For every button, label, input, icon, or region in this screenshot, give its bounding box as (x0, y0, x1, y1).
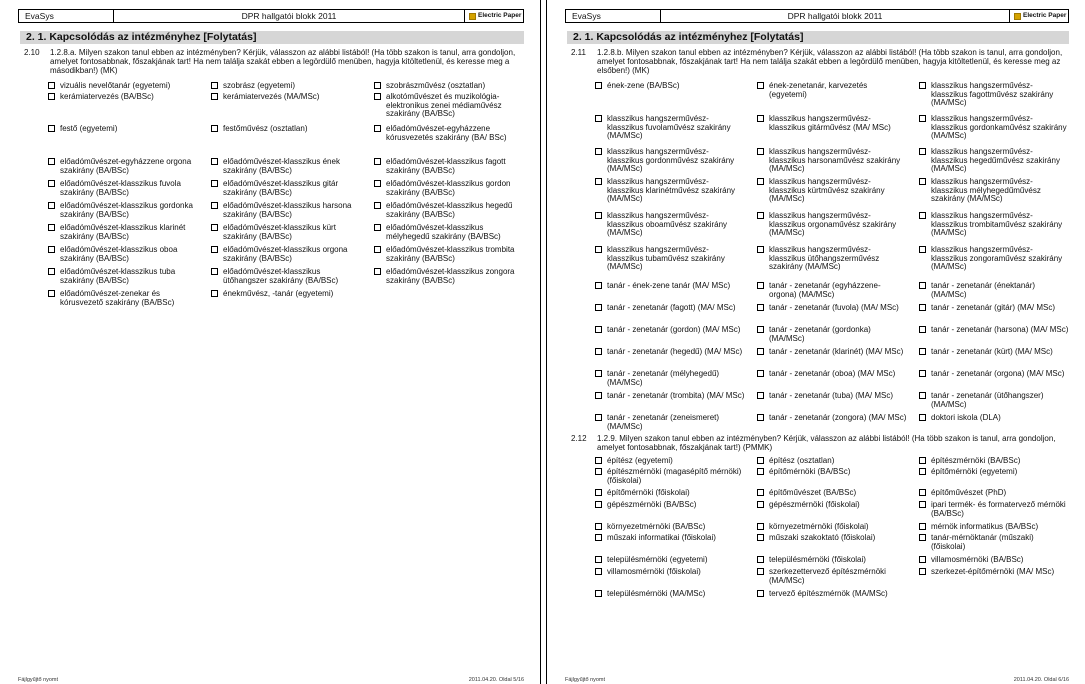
question-text: 1.2.9. Milyen szakon tanul ebben az intézményben? Kérjük, válasszon az alábbi listából! (Ha több szakon is tanul, arra gondoljon, amelyet fontosabbnak, főszakjának tart!) (PMMK) (597, 434, 1056, 452)
option-checkbox[interactable] (595, 523, 602, 530)
option-checkbox[interactable] (211, 82, 218, 89)
option-checkbox[interactable] (595, 82, 602, 89)
page-header (565, 9, 1069, 23)
option-label: villamosmérnöki (főiskolai) (607, 567, 701, 576)
option-label: előadóművészet-klasszikus zongora szakirány (BA/BSc) (386, 267, 515, 285)
option-label: tanár - zenetanár (fagott) (MA/ MSc) (607, 303, 736, 312)
option-label: építőmérnöki (BA/BSc) (769, 467, 851, 476)
question-text: 1.2.8.a. Milyen szakon tanul ebben az intézményben? Kérjük, válasszon az alábbi listából! (Ha több szakon is tanul, arra gondoljon, amelyet fontosabbnak, főszakjának tart! Ha nem találja szakát ebben a legördülő menüben, hagyja kitöltetlenül, és keresse meg a másodikban!) (MK) (50, 48, 516, 75)
option-label: ének-zene (BA/BSc) (607, 81, 680, 90)
option-checkbox[interactable] (48, 180, 55, 187)
option-label: klasszikus hangszerművész- klasszikus tubaművész szakirány (MA/MSc) (607, 245, 725, 271)
option-label: építőmérnöki (főiskolai) (607, 488, 690, 497)
option-label: előadóművészet-klasszikus oboa szakirány (BA/BSc) (60, 245, 178, 263)
option-label: vizuális nevelőtanár (egyetemi) (60, 81, 171, 90)
option-checkbox[interactable] (919, 82, 926, 89)
option-label: klasszikus hangszerművész- klasszikus mélyhegedűművész szakirány (MA/MSc) (931, 177, 1041, 203)
option-label: építőmérnöki (egyetemi) (931, 467, 1018, 476)
option-checkbox[interactable] (757, 148, 764, 155)
option-checkbox[interactable] (757, 326, 764, 333)
option-checkbox[interactable] (757, 178, 764, 185)
option-label: környezetmérnöki (BA/BSc) (607, 522, 706, 531)
option-checkbox[interactable] (211, 158, 218, 165)
option-label: tanár - zenetanár (oboa) (MA/ MSc) (769, 369, 896, 378)
option-checkbox[interactable] (757, 489, 764, 496)
option-label: klasszikus hangszerművész- klasszikus gordonművész szakirány (MA/MSc) (607, 147, 735, 173)
electric-paper-logo-icon (1014, 13, 1021, 20)
option-checkbox[interactable] (595, 348, 602, 355)
option-label: kerámiatervezés (MA/MSc) (223, 92, 320, 101)
option-checkbox[interactable] (374, 93, 381, 100)
option-label: előadóművészet-klasszikus fagott szakirány (BA/BSc) (386, 157, 506, 175)
option-checkbox[interactable] (595, 148, 602, 155)
option-checkbox[interactable] (211, 268, 218, 275)
option-checkbox[interactable] (919, 501, 926, 508)
question-number: 2.11 (571, 48, 586, 57)
option-label: tanár - zenetanár (tuba) (MA/ MSc) (769, 391, 894, 400)
option-label: településmérnöki (MA/MSc) (607, 589, 706, 598)
option-checkbox[interactable] (919, 489, 926, 496)
option-label: előadóművészet-klasszikus ütőhangszer szakirány (BA/BSc) (223, 267, 339, 285)
option-checkbox[interactable] (595, 212, 602, 219)
option-checkbox[interactable] (595, 556, 602, 563)
option-label: tanár - zenetanár (orgona) (MA/ MSc) (931, 369, 1065, 378)
option-label: előadóművészet-klasszikus klarinét szakirány (BA/BSc) (60, 223, 186, 241)
option-label: építészmérnöki (BA/BSc) (931, 456, 1021, 465)
option-label: ipari termék- és formatervező mérnöki (BA/BSc) (931, 500, 1066, 518)
section-title: 2. 1. Kapcsolódás az intézményhez [Folytatás] (20, 31, 524, 44)
app-name: EvaSys (566, 10, 661, 22)
option-checkbox[interactable] (211, 202, 218, 209)
electric-paper-logo-icon (469, 13, 476, 20)
question-2-10 (24, 48, 522, 75)
option-label: tanár - zenetanár (klarinét) (MA/ MSc) (769, 347, 904, 356)
question-number: 2.10 (24, 48, 40, 57)
option-label: előadóművészet-klasszikus hegedű szakirány (BA/BSc) (386, 201, 513, 219)
option-label: környezetmérnöki (főiskolai) (769, 522, 869, 531)
option-checkbox[interactable] (757, 348, 764, 355)
option-label: építész (osztatlan) (769, 456, 835, 465)
option-label: ének-zenetanár, karvezetés (egyetemi) (769, 81, 868, 99)
option-checkbox[interactable] (48, 268, 55, 275)
option-checkbox[interactable] (757, 212, 764, 219)
option-checkbox[interactable] (919, 212, 926, 219)
option-label: alkotóművészet és muzikológia- elektronikus zenei médiaművész szakirány (BA/BSc) (386, 92, 502, 118)
option-checkbox[interactable] (595, 457, 602, 464)
option-label: szobrász (egyetemi) (223, 81, 296, 90)
option-label: tanár - zenetanár (zongora) (MA/ MSc) (769, 413, 907, 422)
question-number: 2.12 (571, 434, 587, 443)
option-checkbox[interactable] (757, 370, 764, 377)
option-checkbox[interactable] (757, 534, 764, 541)
option-label: gépészmérnöki (BA/BSc) (607, 500, 697, 509)
option-label: klasszikus hangszerművész- klasszikus trombitaművész szakirány (MA/MSc) (931, 211, 1063, 237)
option-checkbox[interactable] (919, 556, 926, 563)
option-label: építészmérnöki (magasépítő mérnöki) (főiskolai) (607, 467, 742, 485)
option-checkbox[interactable] (919, 457, 926, 464)
option-label: előadóművészet-zenekar és kórusvezető szakirány (BA/BSc) (60, 289, 175, 307)
option-label: klasszikus hangszerművész- klasszikus gordonkaművész szakirány (MA/MSc) (931, 114, 1067, 140)
option-label: tanár - ének-zene tanár (MA/ MSc) (607, 281, 731, 290)
option-label: klasszikus hangszerművész- klasszikus fuvolaművész szakirány (MA/MSc) (607, 114, 731, 140)
option-label: előadóművészet-klasszikus orgona szakirány (BA/BSc) (223, 245, 348, 263)
option-label: előadóművészet-klasszikus gordon szakirány (BA/BSc) (386, 179, 511, 197)
app-name: EvaSys (19, 10, 114, 22)
option-checkbox[interactable] (595, 392, 602, 399)
option-label: tanár - zenetanár (énektanár) (MA/MSc) (931, 281, 1036, 299)
option-label: tanár - zenetanár (mélyhegedű) (MA/MSc) (607, 369, 720, 387)
option-label: tanár - zenetanár (harsona) (MA/ MSc) (931, 325, 1069, 334)
section-title: 2. 1. Kapcsolódás az intézményhez [Folytatás] (567, 31, 1069, 44)
question-2-12 (571, 434, 1067, 452)
option-label: előadóművészet-klasszikus ének szakirány (BA/BSc) (223, 157, 340, 175)
option-checkbox[interactable] (757, 468, 764, 475)
option-label: villamosmérnöki (BA/BSc) (931, 555, 1024, 564)
option-label: tanár - zenetanár (ütőhangszer) (MA/MSc) (931, 391, 1044, 409)
option-label: klasszikus hangszerművész- klasszikus orgonaművész szakirány (MA/MSc) (769, 211, 897, 237)
option-label: előadóművészet-klasszikus mélyhegedű szakirány (BA/BSc) (386, 223, 501, 241)
option-checkbox[interactable] (374, 180, 381, 187)
option-checkbox[interactable] (595, 326, 602, 333)
option-checkbox[interactable] (211, 224, 218, 231)
option-label: műszaki informatikai (főiskolai) (607, 533, 716, 542)
option-checkbox[interactable] (757, 590, 764, 597)
option-label: tanár - zenetanár (egyházzene- orgona) (MA/MSc) (769, 281, 881, 299)
brand-logo (465, 10, 523, 22)
option-checkbox[interactable] (48, 158, 55, 165)
option-label: tanár - zenetanár (gordon) (MA/ MSc) (607, 325, 741, 334)
option-label: kerámiatervezés (BA/BSc) (60, 92, 154, 101)
option-checkbox[interactable] (919, 392, 926, 399)
option-label: tanár - zenetanár (kürt) (MA/ MSc) (931, 347, 1053, 356)
option-checkbox[interactable] (919, 282, 926, 289)
footer-left: Fájlgyűjtő nyomt (565, 677, 606, 683)
option-checkbox[interactable] (211, 93, 218, 100)
option-checkbox[interactable] (374, 246, 381, 253)
option-label: énekművész, -tanár (egyetemi) (223, 289, 334, 298)
option-label: tanár - zenetanár (hegedű) (MA/ MSc) (607, 347, 743, 356)
option-checkbox[interactable] (757, 246, 764, 253)
option-checkbox[interactable] (757, 556, 764, 563)
option-checkbox[interactable] (48, 246, 55, 253)
option-label: előadóművészet-klasszikus fuvola szakirány (BA/BSc) (60, 179, 181, 197)
option-checkbox[interactable] (595, 178, 602, 185)
option-checkbox[interactable] (595, 246, 602, 253)
option-checkbox[interactable] (757, 414, 764, 421)
option-label: előadóművészet-klasszikus kürt szakirány (BA/BSc) (223, 223, 336, 241)
option-checkbox[interactable] (374, 268, 381, 275)
option-checkbox[interactable] (919, 534, 926, 541)
option-label: műszaki szakoktató (főiskolai) (769, 533, 876, 542)
option-checkbox[interactable] (919, 523, 926, 530)
option-label: szobrászművész (osztatlan) (386, 81, 486, 90)
option-label: építőművészet (BA/BSc) (769, 488, 857, 497)
option-label: építőművészet (PhD) (931, 488, 1007, 497)
option-checkbox[interactable] (595, 282, 602, 289)
option-checkbox[interactable] (48, 82, 55, 89)
option-label: előadóművészet-egyházzene orgona szakirány (BA/BSc) (60, 157, 192, 175)
form-title: DPR hallgatói blokk 2011 (661, 10, 1010, 22)
option-label: előadóművészet-egyházzene kórusvezetés szakirány (BA/ BSc) (386, 124, 507, 142)
page-5 (0, 0, 540, 684)
option-label: tanár - zenetanár (zeneismeret) (MA/MSc) (607, 413, 720, 431)
option-label: klasszikus hangszerművész- klasszikus hegedűművész szakirány (MA/MSc) (931, 147, 1060, 173)
option-checkbox[interactable] (757, 282, 764, 289)
option-label: klasszikus hangszerművész- klasszikus zongoraművész szakirány (MA/MSc) (931, 245, 1063, 271)
option-label: klasszikus hangszerművész- klasszikus harsonaművész szakirány (MA/MSc) (769, 147, 901, 173)
brand-logo (1010, 10, 1068, 22)
option-label: előadóművészet-klasszikus harsona szakirány (BA/BSc) (223, 201, 352, 219)
option-label: klasszikus hangszerművész- klasszikus gitárművész (MA/ MSc) (769, 114, 891, 132)
option-label: szerkezet-építőmérnöki (MA/ MSc) (931, 567, 1055, 576)
option-checkbox[interactable] (595, 370, 602, 377)
brand-name: Electric Paper (478, 12, 522, 19)
option-label: településmérnöki (főiskolai) (769, 555, 866, 564)
option-checkbox[interactable] (374, 125, 381, 132)
option-checkbox[interactable] (595, 590, 602, 597)
page-divider (540, 0, 547, 684)
option-checkbox[interactable] (595, 501, 602, 508)
option-checkbox[interactable] (595, 414, 602, 421)
footer-page-number: 2011.04.20. Oldal 6/16 (1013, 677, 1069, 683)
option-label: előadóművészet-klasszikus gordonka szakirány (BA/BSc) (60, 201, 193, 219)
option-checkbox[interactable] (919, 348, 926, 355)
option-label: klasszikus hangszerművész- klasszikus oboaművész szakirány (MA/MSc) (607, 211, 728, 237)
option-checkbox[interactable] (757, 304, 764, 311)
option-label: gépészmérnöki (főiskolai) (769, 500, 860, 509)
option-checkbox[interactable] (595, 534, 602, 541)
option-checkbox[interactable] (48, 125, 55, 132)
option-checkbox[interactable] (374, 202, 381, 209)
option-checkbox[interactable] (757, 501, 764, 508)
question-2-11 (571, 48, 1067, 75)
option-checkbox[interactable] (919, 178, 926, 185)
option-label: előadóművészet-klasszikus trombita szakirány (BA/BSc) (386, 245, 515, 263)
option-label: tanár - zenetanár (trombita) (MA/ MSc) (607, 391, 745, 400)
option-label: festő (egyetemi) (60, 124, 118, 133)
option-label: festőművész (osztatlan) (223, 124, 308, 133)
option-label: klasszikus hangszerművész- klasszikus kürtművész szakirány (MA/MSc) (769, 177, 885, 203)
option-checkbox[interactable] (211, 125, 218, 132)
option-checkbox[interactable] (595, 489, 602, 496)
brand-name: Electric Paper (1023, 12, 1067, 19)
option-checkbox[interactable] (919, 115, 926, 122)
option-checkbox[interactable] (919, 414, 926, 421)
option-checkbox[interactable] (919, 326, 926, 333)
option-label: tanár - zenetanár (fuvola) (MA/ MSc) (769, 303, 899, 312)
footer-left: Fájlgyűjtő nyomt (18, 677, 59, 683)
option-checkbox[interactable] (757, 568, 764, 575)
option-checkbox[interactable] (595, 115, 602, 122)
option-label: településmérnöki (egyetemi) (607, 555, 708, 564)
option-checkbox[interactable] (757, 115, 764, 122)
option-checkbox[interactable] (757, 457, 764, 464)
option-label: doktori iskola (DLA) (931, 413, 1001, 422)
option-label: klasszikus hangszerművész- klasszikus klarinétművész szakirány (MA/MSc) (607, 177, 736, 203)
option-label: szerkezettervező építészmérnöki (MA/MSc) (769, 567, 886, 585)
option-checkbox[interactable] (757, 392, 764, 399)
option-checkbox[interactable] (919, 568, 926, 575)
option-checkbox[interactable] (211, 290, 218, 297)
option-checkbox[interactable] (48, 93, 55, 100)
option-checkbox[interactable] (48, 290, 55, 297)
option-label: tervező építészmérnök (MA/MSc) (769, 589, 888, 598)
option-label: tanár - zenetanár (gitár) (MA/ MSc) (931, 303, 1056, 312)
option-checkbox[interactable] (595, 304, 602, 311)
option-checkbox[interactable] (211, 246, 218, 253)
option-checkbox[interactable] (48, 224, 55, 231)
option-label: építész (egyetemi) (607, 456, 673, 465)
form-title: DPR hallgatói blokk 2011 (114, 10, 465, 22)
option-checkbox[interactable] (595, 468, 602, 475)
option-checkbox[interactable] (374, 82, 381, 89)
option-checkbox[interactable] (595, 568, 602, 575)
option-checkbox[interactable] (919, 148, 926, 155)
option-label: tanár-mérnöktanár (műszaki) (főiskolai) (931, 533, 1034, 551)
footer-page-number: 2011.04.20. Oldal 5/16 (468, 677, 524, 683)
option-checkbox[interactable] (919, 468, 926, 475)
option-checkbox[interactable] (919, 304, 926, 311)
option-label: előadóművészet-klasszikus tuba szakirány (BA/BSc) (60, 267, 176, 285)
option-label: előadóművészet-klasszikus gitár szakirány (BA/BSc) (223, 179, 339, 197)
option-label: klasszikus hangszerművész- klasszikus ütőhangszerművész szakirány (MA/MSc) (769, 245, 880, 271)
option-checkbox[interactable] (48, 202, 55, 209)
option-checkbox[interactable] (757, 523, 764, 530)
option-checkbox[interactable] (919, 370, 926, 377)
page-header (18, 9, 524, 23)
option-checkbox[interactable] (757, 82, 764, 89)
option-checkbox[interactable] (211, 180, 218, 187)
option-label: tanár - zenetanár (gordonka) (MA/MSc) (769, 325, 871, 343)
option-label: mérnök informatikus (BA/BSc) (931, 522, 1039, 531)
page-6 (547, 0, 1085, 684)
option-checkbox[interactable] (374, 224, 381, 231)
option-checkbox[interactable] (919, 246, 926, 253)
question-text: 1.2.8.b. Milyen szakon tanul ebben az intézményben? Kérjük, válasszon az alábbi listából! (Ha több szakon is tanul, arra gondoljon, amelyet fontosabbnak, főszakjának tart! Ha nem találja szakát ebben a legördülő menüben, hagyja kitöltetlenül, és keresse meg az elsőben!) (MK) (597, 48, 1063, 75)
option-checkbox[interactable] (374, 158, 381, 165)
option-label: klasszikus hangszerművész- klasszikus fagottművész szakirány (MA/MSc) (931, 81, 1054, 107)
